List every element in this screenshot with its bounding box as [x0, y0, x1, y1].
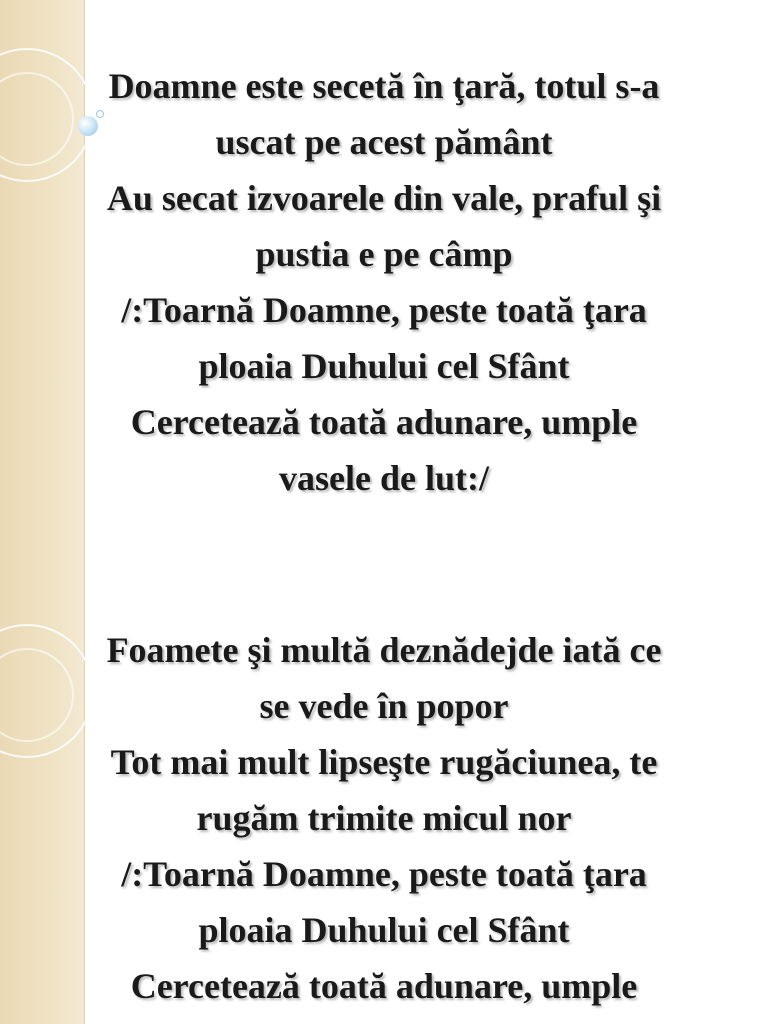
verse-1-text — [0, 58, 768, 506]
lyric-line: ploaia Duhului cel Sfânt — [198, 346, 570, 386]
lyric-line: Cercetează toată adunare, umple — [130, 402, 638, 442]
lyric-line: ploaia Duhului cel Sfânt — [198, 910, 570, 950]
lyric-line: pustia e pe câmp — [255, 234, 513, 274]
lyric-line: Au secat izvoarele din vale, praful şi — [106, 178, 662, 218]
lyric-line: se vede în popor — [259, 686, 509, 726]
lyric-line: Cercetează toată adunare, umple — [130, 966, 638, 1006]
lyric-line: Doamne este secetă în ţară, totul s-a — [108, 66, 660, 106]
verse-2-text — [0, 622, 768, 1014]
lyric-line: Tot mai mult lipseşte rugăciunea, te — [110, 742, 658, 782]
lyrics-slide-2 — [0, 576, 768, 1024]
lyric-line: /:Toarnă Doamne, peste toată ţara — [121, 854, 647, 894]
lyric-line: uscat pe acest pământ — [215, 122, 553, 162]
lyric-line: Foamete şi multă deznădejde iată ce — [106, 630, 662, 670]
lyric-line: rugăm trimite micul nor — [196, 798, 572, 838]
lyric-line: /:Toarnă Doamne, peste toată ţara — [121, 290, 647, 330]
lyric-line: vasele de lut:/ — [279, 458, 489, 498]
